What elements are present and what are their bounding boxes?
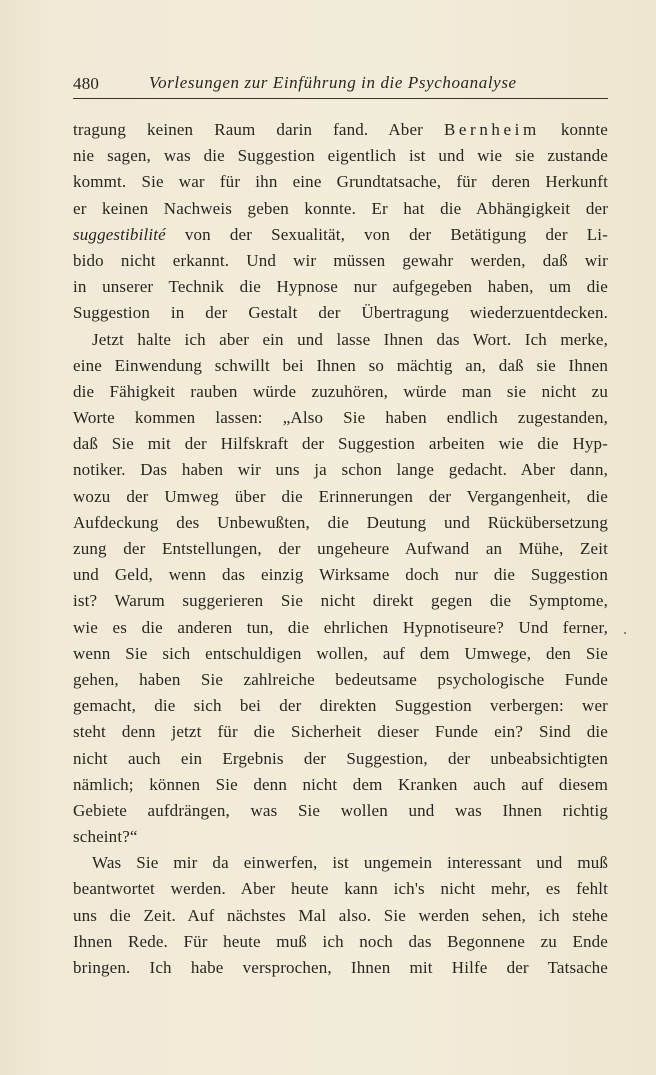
text-line: gehen, haben Sie zahlreiche bedeutsame psychologische Funde	[73, 669, 608, 689]
text-line: Jetzt halte ich aber ein und lasse Ihnen das Wort. Ich merke,	[92, 329, 608, 349]
text-line: er keinen Nachweis geben konnte. Er hat die Abhängigkeit der	[73, 198, 608, 218]
text-line	[73, 222, 608, 248]
text-line: Suggestion in der Gestalt der Übertragung wiederzuentdecken.	[73, 303, 608, 323]
text-line: beantwortet werden. Aber heute kann ich's nicht mehr, es fehlt	[73, 879, 608, 899]
text-line: bido nicht erkannt. Und wir müssen gewahr werden, daß wir	[73, 250, 608, 270]
text-line: und Geld, wenn das einzig Wirksame doch nur die Suggestion	[73, 565, 608, 585]
text-line: Ihnen Rede. Für heute muß ich noch das Begonnene zu Ende	[73, 931, 608, 951]
text-line: uns die Zeit. Auf nächstes Mal also. Sie werden sehen, ich stehe	[73, 905, 608, 925]
body-text	[73, 117, 608, 981]
text-line: gemacht, die sich bei der direkten Suggestion verbergen: wer	[73, 696, 608, 716]
text-segment: von der Sexualität, von der Betätigung der Li-	[165, 224, 608, 244]
text-line: daß Sie mit der Hilfskraft der Suggestion arbeiten wie die Hyp-	[73, 434, 608, 454]
text-line: Worte kommen lassen: „Also Sie haben endlich zugestanden,	[73, 408, 608, 428]
text-line: notiker. Das haben wir uns ja schon lange gedacht. Aber dann,	[73, 460, 608, 480]
text-line: in unserer Technik die Hypnose nur aufgegeben haben, um die	[73, 277, 608, 297]
italic-term: suggestibilité	[73, 224, 166, 244]
text-line: nie sagen, was die Suggestion eigentlich ist und wie sie zustande	[73, 146, 608, 166]
text-line: steht denn jetzt für die Sicherheit dieser Funde ein? Sind die	[73, 722, 608, 742]
margin-speck	[624, 632, 626, 634]
text-line: die Fähigkeit rauben würde zuzuhören, würde man sie nicht zu	[73, 381, 608, 401]
text-line: Aufdeckung des Unbewußten, die Deutung und Rückübersetzung	[73, 512, 608, 532]
page-number: 480	[73, 74, 100, 93]
page-header	[73, 68, 608, 99]
text-line: ist? Warum suggerieren Sie nicht direkt gegen die Symptome,	[73, 591, 608, 611]
text-line: wie es die anderen tun, die ehrlichen Hypnotiseure? Und ferner,	[73, 617, 608, 637]
text-line: wozu der Umweg über die Erinnerungen der Vergangenheit, die	[73, 486, 608, 506]
text-line: nämlich; können Sie denn nicht dem Kranken auch auf diesem	[73, 774, 608, 794]
running-title: Vorlesungen zur Einführung in die Psychoanalyse	[149, 73, 517, 92]
text-line: bringen. Ich habe versprochen, Ihnen mit Hilfe der Tatsache	[73, 958, 608, 977]
text-line: scheint?“	[73, 827, 138, 847]
text-line: eine Einwendung schwillt bei Ihnen so mächtig an, daß sie Ihnen	[73, 355, 608, 375]
text-segment: tragung keinen Raum darin fand. Aber	[73, 120, 444, 139]
text-line: wenn Sie sich entschuldigen wollen, auf dem Umwege, den Sie	[73, 643, 608, 663]
text-line: Gebiete aufdrängen, was Sie wollen und was Ihnen richtig	[73, 800, 608, 820]
text-segment: konnte	[539, 120, 608, 139]
text-line: kommt. Sie war für ihn eine Grundtatsache, für deren Herkunft	[73, 172, 608, 192]
text-line	[73, 117, 608, 143]
text-line: Was Sie mir da einwerfen, ist ungemein interessant und muß	[92, 853, 608, 873]
text-line: zung der Entstellungen, der ungeheure Aufwand an Mühe, Zeit	[73, 539, 608, 558]
text-line: nicht auch ein Ergebnis der Suggestion, der unbeabsichtigten	[73, 748, 608, 768]
spaced-name: Bernheim	[443, 120, 540, 139]
